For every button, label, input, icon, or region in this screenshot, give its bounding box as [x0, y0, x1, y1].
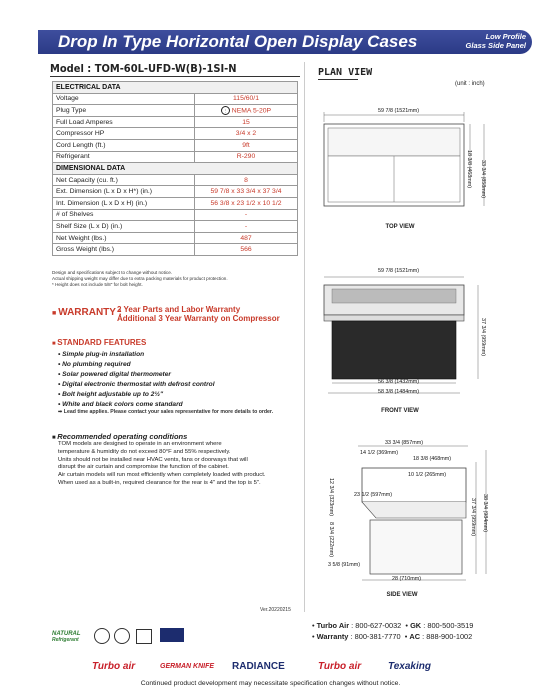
recommended-line: Air curtain models will run most efficiently when completely loaded with product. — [58, 472, 266, 479]
side-dim-j: 38 3/4 (984mm) — [482, 494, 488, 533]
recommended-body — [58, 441, 298, 488]
list-item: • No plumbing required — [58, 360, 215, 370]
spec-value: 487 — [195, 232, 298, 244]
spec-value: R-290 — [195, 151, 298, 163]
spec-value: 59 7/8 x 33 3/4 x 37 3/4 — [195, 186, 298, 198]
side-top-dim: 33 3/4 (857mm) — [385, 440, 424, 446]
warranty-badge-icon — [160, 628, 184, 642]
side-view-label: SIDE VIEW — [386, 592, 418, 598]
header-banner — [38, 30, 532, 54]
note-height: * Height does not include 5/8" for bolt height. — [52, 282, 143, 287]
turbo-contact: • Turbo Air : 800-627-0032 — [312, 621, 402, 630]
side-dim-d: 23 1/2 (597mm) — [354, 492, 393, 498]
front-width-dim: 59 7/8 (1521mm) — [378, 268, 420, 274]
spec-value: 8 — [195, 174, 298, 186]
spec-value: - — [195, 221, 298, 233]
recommended-line: disrupt the air curtain and compromise the function of the cabinet. — [58, 464, 229, 471]
etl-cert-icon — [94, 628, 110, 644]
features-heading-text: STANDARD FEATURES — [57, 338, 147, 347]
brand-logo: Turbo air — [92, 661, 136, 672]
warranty-contact: • Warranty : 800-381-7770 — [312, 632, 401, 641]
side-dim-c: 10 1/2 (265mm) — [408, 472, 447, 478]
plan-title-underline — [318, 79, 358, 80]
warranty-text — [117, 305, 280, 323]
spec-value: 115/60/1 — [195, 93, 298, 105]
spec-label: Plug Type — [53, 105, 195, 117]
plug-type-value: NEMA 5-20P — [231, 107, 272, 115]
natural-refrigerant-badge — [52, 631, 81, 643]
gk-phone: 800-500-3519 — [427, 621, 474, 630]
contact-block — [312, 620, 532, 642]
side-dim-b: 18 3/8 (468mm) — [413, 456, 452, 462]
list-item: • White and black colors come standard — [58, 400, 215, 410]
spec-label: # of Shelves — [53, 209, 195, 221]
table-row — [53, 232, 298, 244]
model-number: TOM-60L-UFD-W(B)-1SI-N — [94, 62, 237, 75]
cert-natural: NATURAL — [52, 631, 81, 637]
table-row — [53, 105, 298, 117]
top-depth-dim-2: 33 3/4 (858mm) — [480, 160, 486, 199]
lead-time-note: ➡ Lead time applies. Please contact your sales representative for more details to order. — [58, 409, 274, 415]
turbo-phone: 800-627-0032 — [355, 621, 402, 630]
spec-label: Gross Weight (lbs.) — [53, 244, 195, 256]
list-item: • Bolt height adjustable up to 2½" — [58, 390, 215, 400]
spec-value: - — [195, 209, 298, 221]
spec-value: 9ft — [195, 139, 298, 151]
spec-value — [195, 105, 298, 117]
table-row — [53, 244, 298, 256]
recommended-line: Units should not be installed near HVAC vents, fans or doorways that will — [58, 456, 248, 463]
spec-label: Voltage — [53, 93, 195, 105]
features-list — [58, 350, 215, 409]
spec-label: Compressor HP — [53, 128, 195, 140]
spec-value: 566 — [195, 244, 298, 256]
plan-view-title: PLAN VIEW — [318, 67, 373, 78]
ac-phone: 888-900-1002 — [426, 632, 473, 641]
table-row — [53, 186, 298, 198]
model-prefix: Model : — [50, 62, 95, 75]
warranty-phone: 800-381-7770 — [354, 632, 401, 641]
spec-value: 3/4 x 2 — [195, 128, 298, 140]
recommended-heading: ■ Recommended operating conditions — [52, 432, 188, 441]
features-heading: ■ STANDARD FEATURES — [52, 338, 147, 347]
energy-cert-icon — [136, 629, 152, 644]
version: Ver.20220215 — [260, 607, 291, 613]
side-dim-h: 28 (710mm) — [392, 576, 422, 582]
list-item: • Solar powered digital thermometer — [58, 370, 215, 380]
front-base-dim: 58 3/8 (1484mm) — [378, 389, 420, 395]
brand-logo: Turbo air — [318, 661, 362, 672]
etl-sanitation-icon — [114, 628, 130, 644]
spec-label: Cord Length (ft.) — [53, 139, 195, 151]
top-view-label: TOP VIEW — [385, 224, 415, 230]
recommended-line: TOM models are designed to operate in an environment where — [58, 441, 222, 447]
spec-table — [52, 81, 298, 256]
gk-label: GK — [410, 621, 422, 630]
spec-label: Refrigerant — [53, 151, 195, 163]
side-dim-e: 12 3/4 (323mm) — [328, 478, 334, 517]
dimensional-heading: DIMENSIONAL DATA — [53, 163, 298, 175]
cert-refrigerant: Refrigerant — [52, 637, 79, 643]
ac-label: AC — [409, 632, 421, 641]
table-row — [53, 139, 298, 151]
plug-icon: ⋮ — [221, 106, 230, 115]
side-dim-a: 14 1/2 (369mm) — [360, 450, 399, 456]
warranty-line-1: 2 Year Parts and Labor Warranty — [117, 305, 241, 314]
lead-time-note-text: Lead time applies. Please contact your sales representative for more details to order. — [63, 409, 274, 415]
recommended-line: temperature & humidity do not exceed 80°F and 55% respectively. — [58, 448, 231, 455]
top-width-dim: 59 7/8 (1521mm) — [378, 108, 420, 114]
table-row — [53, 128, 298, 140]
table-row — [53, 174, 298, 186]
spec-label: Shelf Size (L x D) (in.) — [53, 221, 195, 233]
brand-logo: RADIANCE — [232, 661, 285, 672]
recommended-line: When used as a built-in, required clearance for the rear is 4" and the top is 5". — [58, 479, 261, 486]
side-dim-f: 8 3/4 (222mm) — [328, 522, 334, 558]
list-item: • Simple plug-in installation — [58, 350, 215, 360]
electrical-heading: ELECTRICAL DATA — [53, 82, 298, 94]
side-dim-g: 3 5/8 (91mm) — [328, 562, 361, 568]
table-row — [53, 197, 298, 209]
brand-logo: GERMAN KNIFE — [160, 663, 215, 670]
footer-note: Continued product development may necessitate specification changes without notice. — [140, 680, 401, 687]
page-title: Drop In Type Horizontal Open Display Cases — [58, 32, 418, 51]
spec-label: Net Weight (lbs.) — [53, 232, 195, 244]
front-height-dim: 37 3/4 (959mm) — [480, 318, 486, 357]
warranty-line-2: Additional 3 Year Warranty on Compressor — [117, 314, 280, 323]
column-divider — [304, 62, 305, 612]
unit-label: (unit : inch) — [455, 81, 485, 87]
warranty-label: ■ WARRANTY : — [52, 307, 122, 318]
recommended-heading-text: Recommended operating conditions — [57, 432, 188, 441]
spec-label: Full Load Amperes — [53, 116, 195, 128]
brand-logo: Texaking — [388, 661, 431, 672]
model-heading — [50, 62, 300, 77]
front-view-label: FRONT VIEW — [381, 408, 419, 414]
front-inner-dim: 56 3/8 (1432mm) — [378, 379, 420, 385]
ac-contact: • AC : 888-900-1002 — [404, 632, 473, 641]
table-row — [53, 93, 298, 105]
subtitle-line-1: Low Profile — [485, 32, 526, 41]
table-row — [53, 221, 298, 233]
spec-label: Net Capacity (cu. ft.) — [53, 174, 195, 186]
top-depth-dim-1: 18 3/8 (468mm) — [466, 150, 472, 189]
note-weight: Actual shipping weight may differ due to extra packing materials for product protection. — [52, 276, 228, 281]
spec-label: Int. Dimension (L x D x H) (in.) — [53, 197, 195, 209]
note-design: Design and specifications subject to change without notice. — [52, 270, 173, 275]
table-row — [53, 151, 298, 163]
gk-contact: • GK : 800-500-3519 — [405, 621, 474, 630]
table-row — [53, 209, 298, 221]
list-item: • Digital electronic thermostat with defrost control — [58, 380, 215, 390]
spec-label: Ext. Dimension (L x D x H*) (in.) — [53, 186, 195, 198]
subtitle-line-2: Glass Side Panel — [465, 41, 526, 50]
warranty-label-text: WARRANTY : — [58, 307, 122, 318]
table-row — [53, 116, 298, 128]
side-dim-i: 37 3/4 (959mm) — [470, 498, 476, 537]
spec-value: 56 3/8 x 23 1/2 x 10 1/2 — [195, 197, 298, 209]
page-subtitle — [466, 32, 526, 50]
spec-value: 15 — [195, 116, 298, 128]
turbo-label: Turbo Air — [316, 621, 350, 630]
warranty-contact-label: Warranty — [316, 632, 349, 641]
